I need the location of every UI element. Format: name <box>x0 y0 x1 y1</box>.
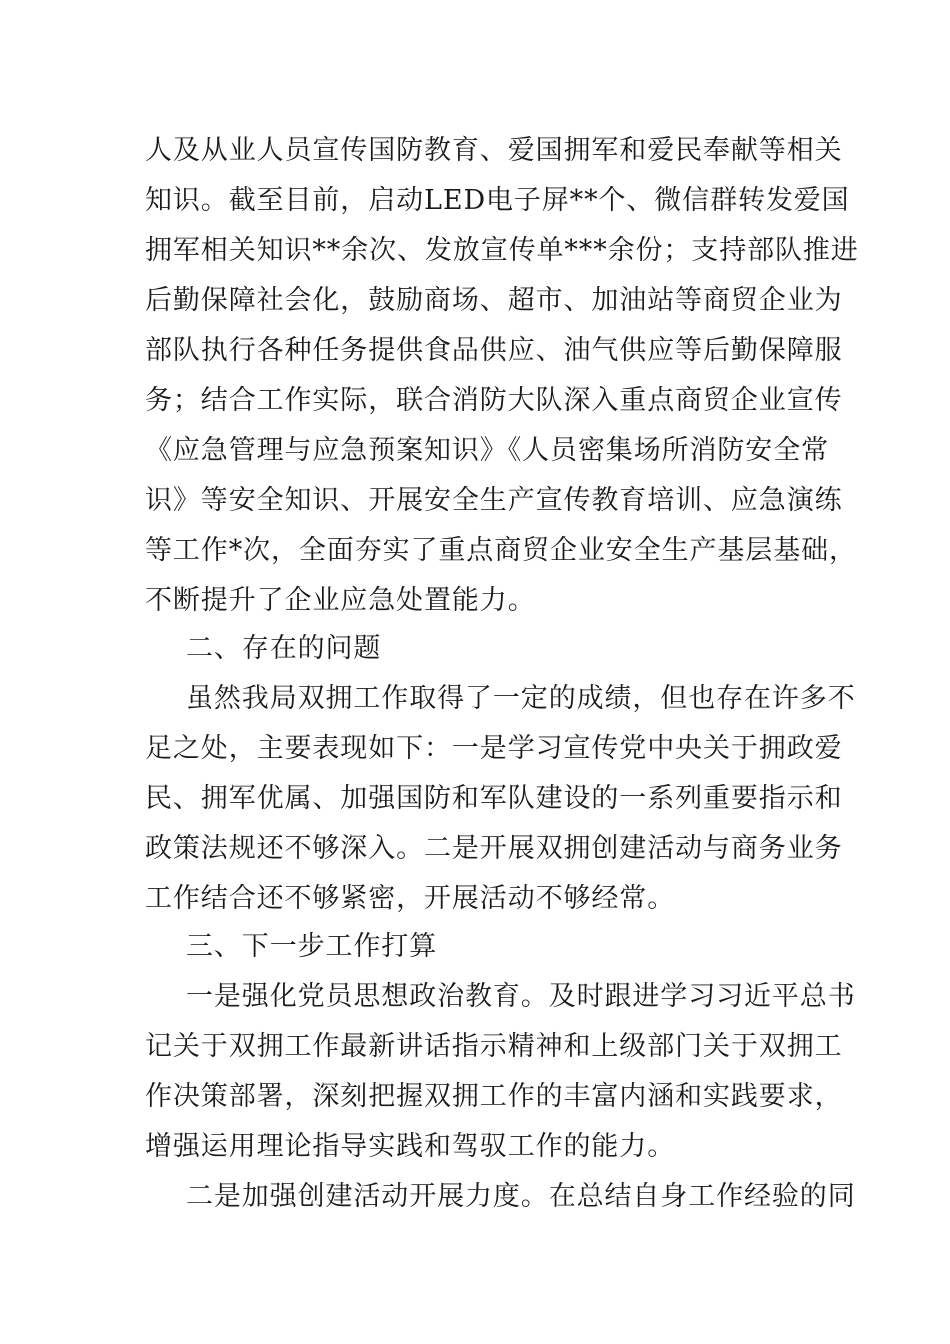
text-line: 拥军相关知识**余次、发放宣传单***余份；支持部队推进 <box>145 235 859 266</box>
text-line: 二是加强创建活动开展力度。在总结自身工作经验的同 <box>186 1181 856 1212</box>
section-heading: 三、下一步工作打算 <box>186 931 438 962</box>
text-line: 等工作*次，全面夯实了重点商贸企业安全生产基层基础， <box>145 535 857 566</box>
text-line: 一是强化党员思想政治教育。及时跟进学习习近平总书 <box>186 981 856 1012</box>
text-line: 《应急管理与应急预案知识》《人员密集场所消防安全常 <box>145 435 829 466</box>
text-line: 务；结合工作实际，联合消防大队深入重点商贸企业宣传 <box>145 385 843 416</box>
text-line: 不断提升了企业应急处置能力。 <box>145 585 536 616</box>
text-line: 人及从业人员宣传国防教育、爱国拥军和爱民奉献等相关 <box>145 135 843 166</box>
text-line: 政策法规还不够深入。二是开展双拥创建活动与商务业务 <box>145 833 843 864</box>
text-line: 作决策部署，深刻把握双拥工作的丰富内涵和实践要求， <box>145 1081 843 1112</box>
text-line: 工作结合还不够紧密，开展活动不够经常。 <box>145 883 676 914</box>
text-line: 增强运用理论指导实践和驾驭工作的能力。 <box>145 1131 676 1162</box>
text-line: 知识。截至目前，启动LED电子屏**个、微信群转发爱国 <box>145 185 850 216</box>
text-line: 后勤保障社会化，鼓励商场、超市、加油站等商贸企业为 <box>145 285 843 316</box>
section-heading: 二、存在的问题 <box>186 633 382 664</box>
text-line: 足之处，主要表现如下：一是学习宣传党中央关于拥政爱 <box>145 733 843 764</box>
text-line: 记关于双拥工作最新讲话指示精神和上级部门关于双拥工 <box>145 1031 843 1062</box>
text-line: 虽然我局双拥工作取得了一定的成绩，但也存在许多不 <box>186 683 856 714</box>
text-line: 部队执行各种任务提供食品供应、油气供应等后勤保障服 <box>145 335 843 366</box>
text-line: 识》等安全知识、开展安全生产宣传教育培训、应急演练 <box>145 485 843 516</box>
text-line: 民、拥军优属、加强国防和军队建设的一系列重要指示和 <box>145 783 843 814</box>
